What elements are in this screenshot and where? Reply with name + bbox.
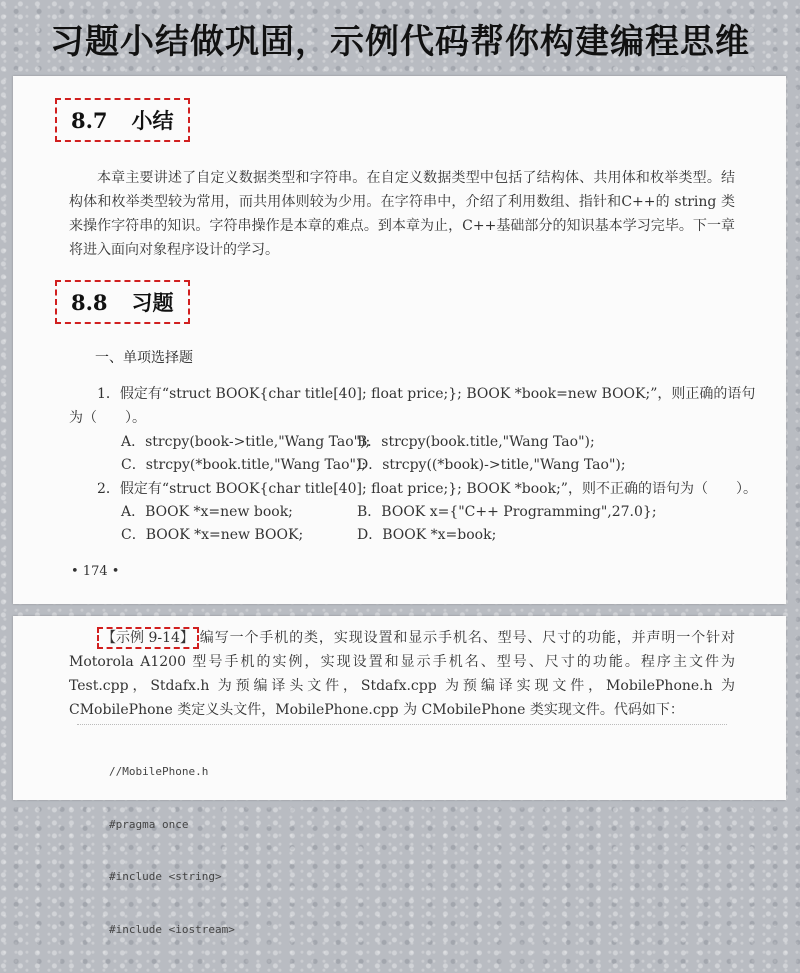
book-page-example <box>13 616 786 936</box>
question-1-option-c: C．strcpy(*book.title,"Wang Tao"); <box>121 457 367 473</box>
page-number: • 174 • <box>71 564 120 579</box>
exercise-heading-title: 习题 <box>131 290 174 315</box>
question-2-line-1: 2．假定有“struct BOOK{char title[40]; float price;}; BOOK *book;”，则不正确的语句为（ ）。 <box>97 481 757 497</box>
banner-title: 习题小结做巩固，示例代码帮你构建编程思维 <box>50 21 750 62</box>
subsection-title: 一、单项选择题 <box>95 350 193 366</box>
code-line: //MobilePhone.h <box>109 765 209 778</box>
question-1-line-2: 为（ ）。 <box>69 410 146 426</box>
summary-heading-number: 8.7 <box>71 107 108 133</box>
summary-heading <box>55 98 190 142</box>
question-2-option-b: B．BOOK x={"C++ Programming",27.0}; <box>357 504 657 520</box>
code-line: #include <string> <box>109 870 222 883</box>
question-2-option-a: A．BOOK *x=new book; <box>121 504 293 520</box>
code-line: #pragma once <box>109 817 189 831</box>
question-1-option-a: A．strcpy(book->title,"Wang Tao"); <box>121 434 371 450</box>
book-page-174 <box>13 76 786 604</box>
code-divider <box>77 724 727 725</box>
exercise-heading <box>55 280 190 324</box>
summary-paragraph: 本章主要讲述了自定义数据类型和字符串。在自定义数据类型中包括了结构体、共用体和枚举类型。结构体和枚举类型较为常用，而共用体则较为少用。在字符串中，介绍了利用数组、指针和C++的 string 类来操作字符串的知识。字符串操作是本章的难点。到本章为止，C++基础部分的知识基本学习完毕。下一章将进入面向对象程序设计的学习。 <box>69 170 735 258</box>
question-1-option-b: B．strcpy(book.title,"Wang Tao"); <box>357 434 595 450</box>
summary-heading-title: 小结 <box>131 108 174 133</box>
code-block <box>109 728 235 973</box>
question-2-option-c: C．BOOK *x=new BOOK; <box>121 527 304 543</box>
code-line: #include <iostream> <box>109 922 235 936</box>
question-1-line-1: 1．假定有“struct BOOK{char title[40]; float price;}; BOOK *book=new BOOK;”，则正确的语句 <box>97 386 756 402</box>
question-2-option-d: D．BOOK *x=book; <box>357 527 497 543</box>
banner <box>0 0 800 76</box>
example-label: 【示例 9-14】 <box>97 627 199 649</box>
exercise-heading-number: 8.8 <box>71 289 108 315</box>
question-1-option-d: D．strcpy((*book)->title,"Wang Tao"); <box>357 457 626 473</box>
example-text: 编写一个手机的类，实现设置和显示手机名、型号、尺寸的功能，并声明一个针对 Motorola A1200 型号手机的实例，实现设置和显示手机名、型号、尺寸的功能。程序主文件为 Test.cpp，Stdafx.h 为预编译头文件，Stdafx.cpp 为预编译实现文件，MobilePhone.h 为 CMobilePhone 类定义头文件，MobilePhone.cpp 为 CMobilePhone 类实现文件。代码如下： <box>69 630 735 718</box>
example-paragraph <box>69 626 735 722</box>
